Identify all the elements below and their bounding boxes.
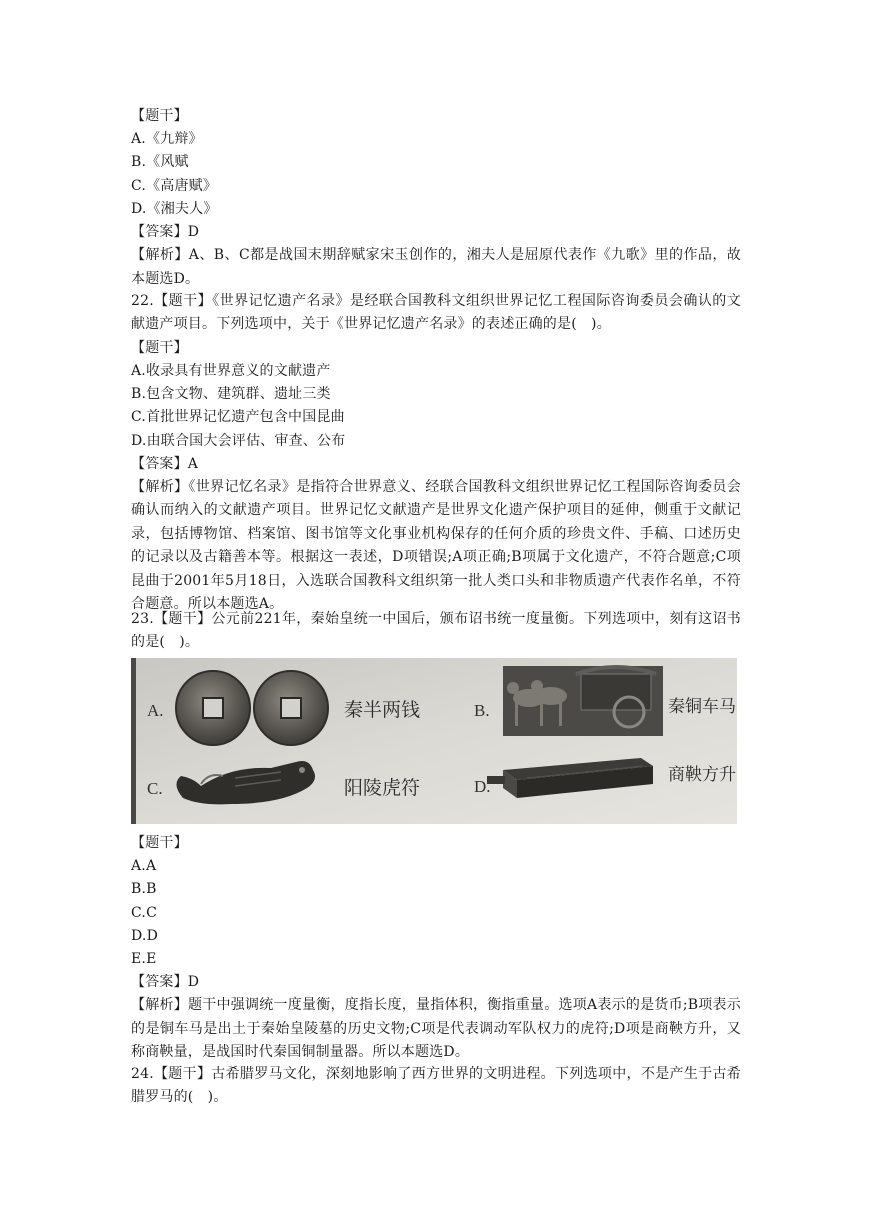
option-c: C.首批世界记忆遗产包含中国昆曲 bbox=[131, 409, 345, 426]
bronze-chariot-illustration bbox=[503, 666, 663, 736]
option-b: B.包含文物、建筑群、遗址三类 bbox=[131, 386, 331, 403]
option-a: A.A bbox=[131, 858, 157, 875]
stem-label: 【题干】 bbox=[131, 835, 188, 851]
question-text: 22.【题干】《世界记忆遗产名录》是经联合国教科文组织世界记忆工程国际咨询委员会确认的文献遗产项目。下列选项中，关于《世界记忆遗产名录》的表述正确的是( )。 bbox=[131, 293, 741, 333]
option-d: D.D bbox=[131, 927, 159, 944]
option-c: C.C bbox=[131, 904, 157, 921]
photo-left-edge bbox=[131, 658, 136, 824]
artifact-photo bbox=[131, 658, 737, 824]
option-d: D.由联合国大会评估、审查、公布 bbox=[131, 432, 346, 449]
answer: 【答案】D bbox=[131, 224, 200, 241]
letter-c: C. bbox=[147, 779, 163, 798]
stem-label: 【题干】 bbox=[131, 108, 188, 124]
analysis: 【解析】A、B、C都是战国末期辞赋家宋玉创作的，湘夫人是屈原代表作《九歌》里的作品，故本题选D。 bbox=[131, 247, 741, 287]
option-a: A.收录具有世界意义的文献遗产 bbox=[131, 363, 331, 380]
analysis: 【解析】题干中强调统一度量衡，度指长度，量指体积，衡指重量。选项A表示的是货币;B项表示的是铜车马是出土于秦始皇陵墓的历史文物;C项是代表调动军队权力的虎符;D项是商鞅方升，又称商鞅量，是战国时代秦国铜制量器。所以本题选D。 bbox=[131, 997, 741, 1061]
answer: 【答案】D bbox=[131, 974, 200, 991]
letter-d: D. bbox=[474, 777, 491, 796]
option-a: A.《九辩》 bbox=[131, 131, 203, 148]
caption-c: 阳陵虎符 bbox=[344, 777, 421, 799]
letter-b: B. bbox=[474, 701, 490, 720]
question-24 bbox=[131, 1063, 741, 1110]
option-c: C.《高唐赋》 bbox=[131, 177, 218, 194]
caption-a: 秦半两钱 bbox=[344, 699, 421, 721]
option-d: D.《湘夫人》 bbox=[131, 200, 218, 217]
caption-b: 秦铜车马 bbox=[668, 697, 736, 717]
question-21 bbox=[131, 105, 741, 291]
stem-label: 【题干】 bbox=[131, 339, 188, 356]
option-b: B.《风赋 bbox=[131, 154, 189, 171]
answer: 【答案】A bbox=[131, 455, 199, 472]
question-22 bbox=[131, 290, 741, 616]
artifact-photo-drawing bbox=[131, 658, 737, 824]
analysis: 【解析】《世界记忆名录》是指符合世界意义、经联合国教科文组织世界记忆工程国际咨询委员会确认而纳入的文献遗产项目。世界记忆文献遗产是世界文化遗产保护项目的延伸，侧重于文献记录，包括博物馆、档案馆、图书馆等文化事业机构保存的任何介质的珍贵文件、手稿、口述历史的记录以及古籍善本等。根据这一表述，D项错误;A项正确;B项属于文化遗产，不符合题意;C项昆曲于2001年5月18日，入选联合国教科文组织第一批人类口头和非物质遗产代表作名单，不符合题意。所以本题选A。 bbox=[131, 479, 741, 613]
question-23-options bbox=[131, 832, 741, 1065]
option-b: B.B bbox=[131, 881, 157, 898]
question-23 bbox=[131, 608, 741, 655]
question-text: 23.【题干】公元前221年，秦始皇统一中国后，颁布诏书统一度量衡。下列选项中，刻有这诏书的是( )。 bbox=[131, 611, 741, 651]
question-text: 24.【题干】古希腊罗马文化，深刻地影响了西方世界的文明进程。下列选项中，不是产生于古希腊罗马的( )。 bbox=[131, 1066, 741, 1106]
option-e: E.E bbox=[131, 951, 157, 968]
caption-d: 商鞅方升 bbox=[668, 765, 736, 785]
letter-a: A. bbox=[147, 701, 164, 720]
